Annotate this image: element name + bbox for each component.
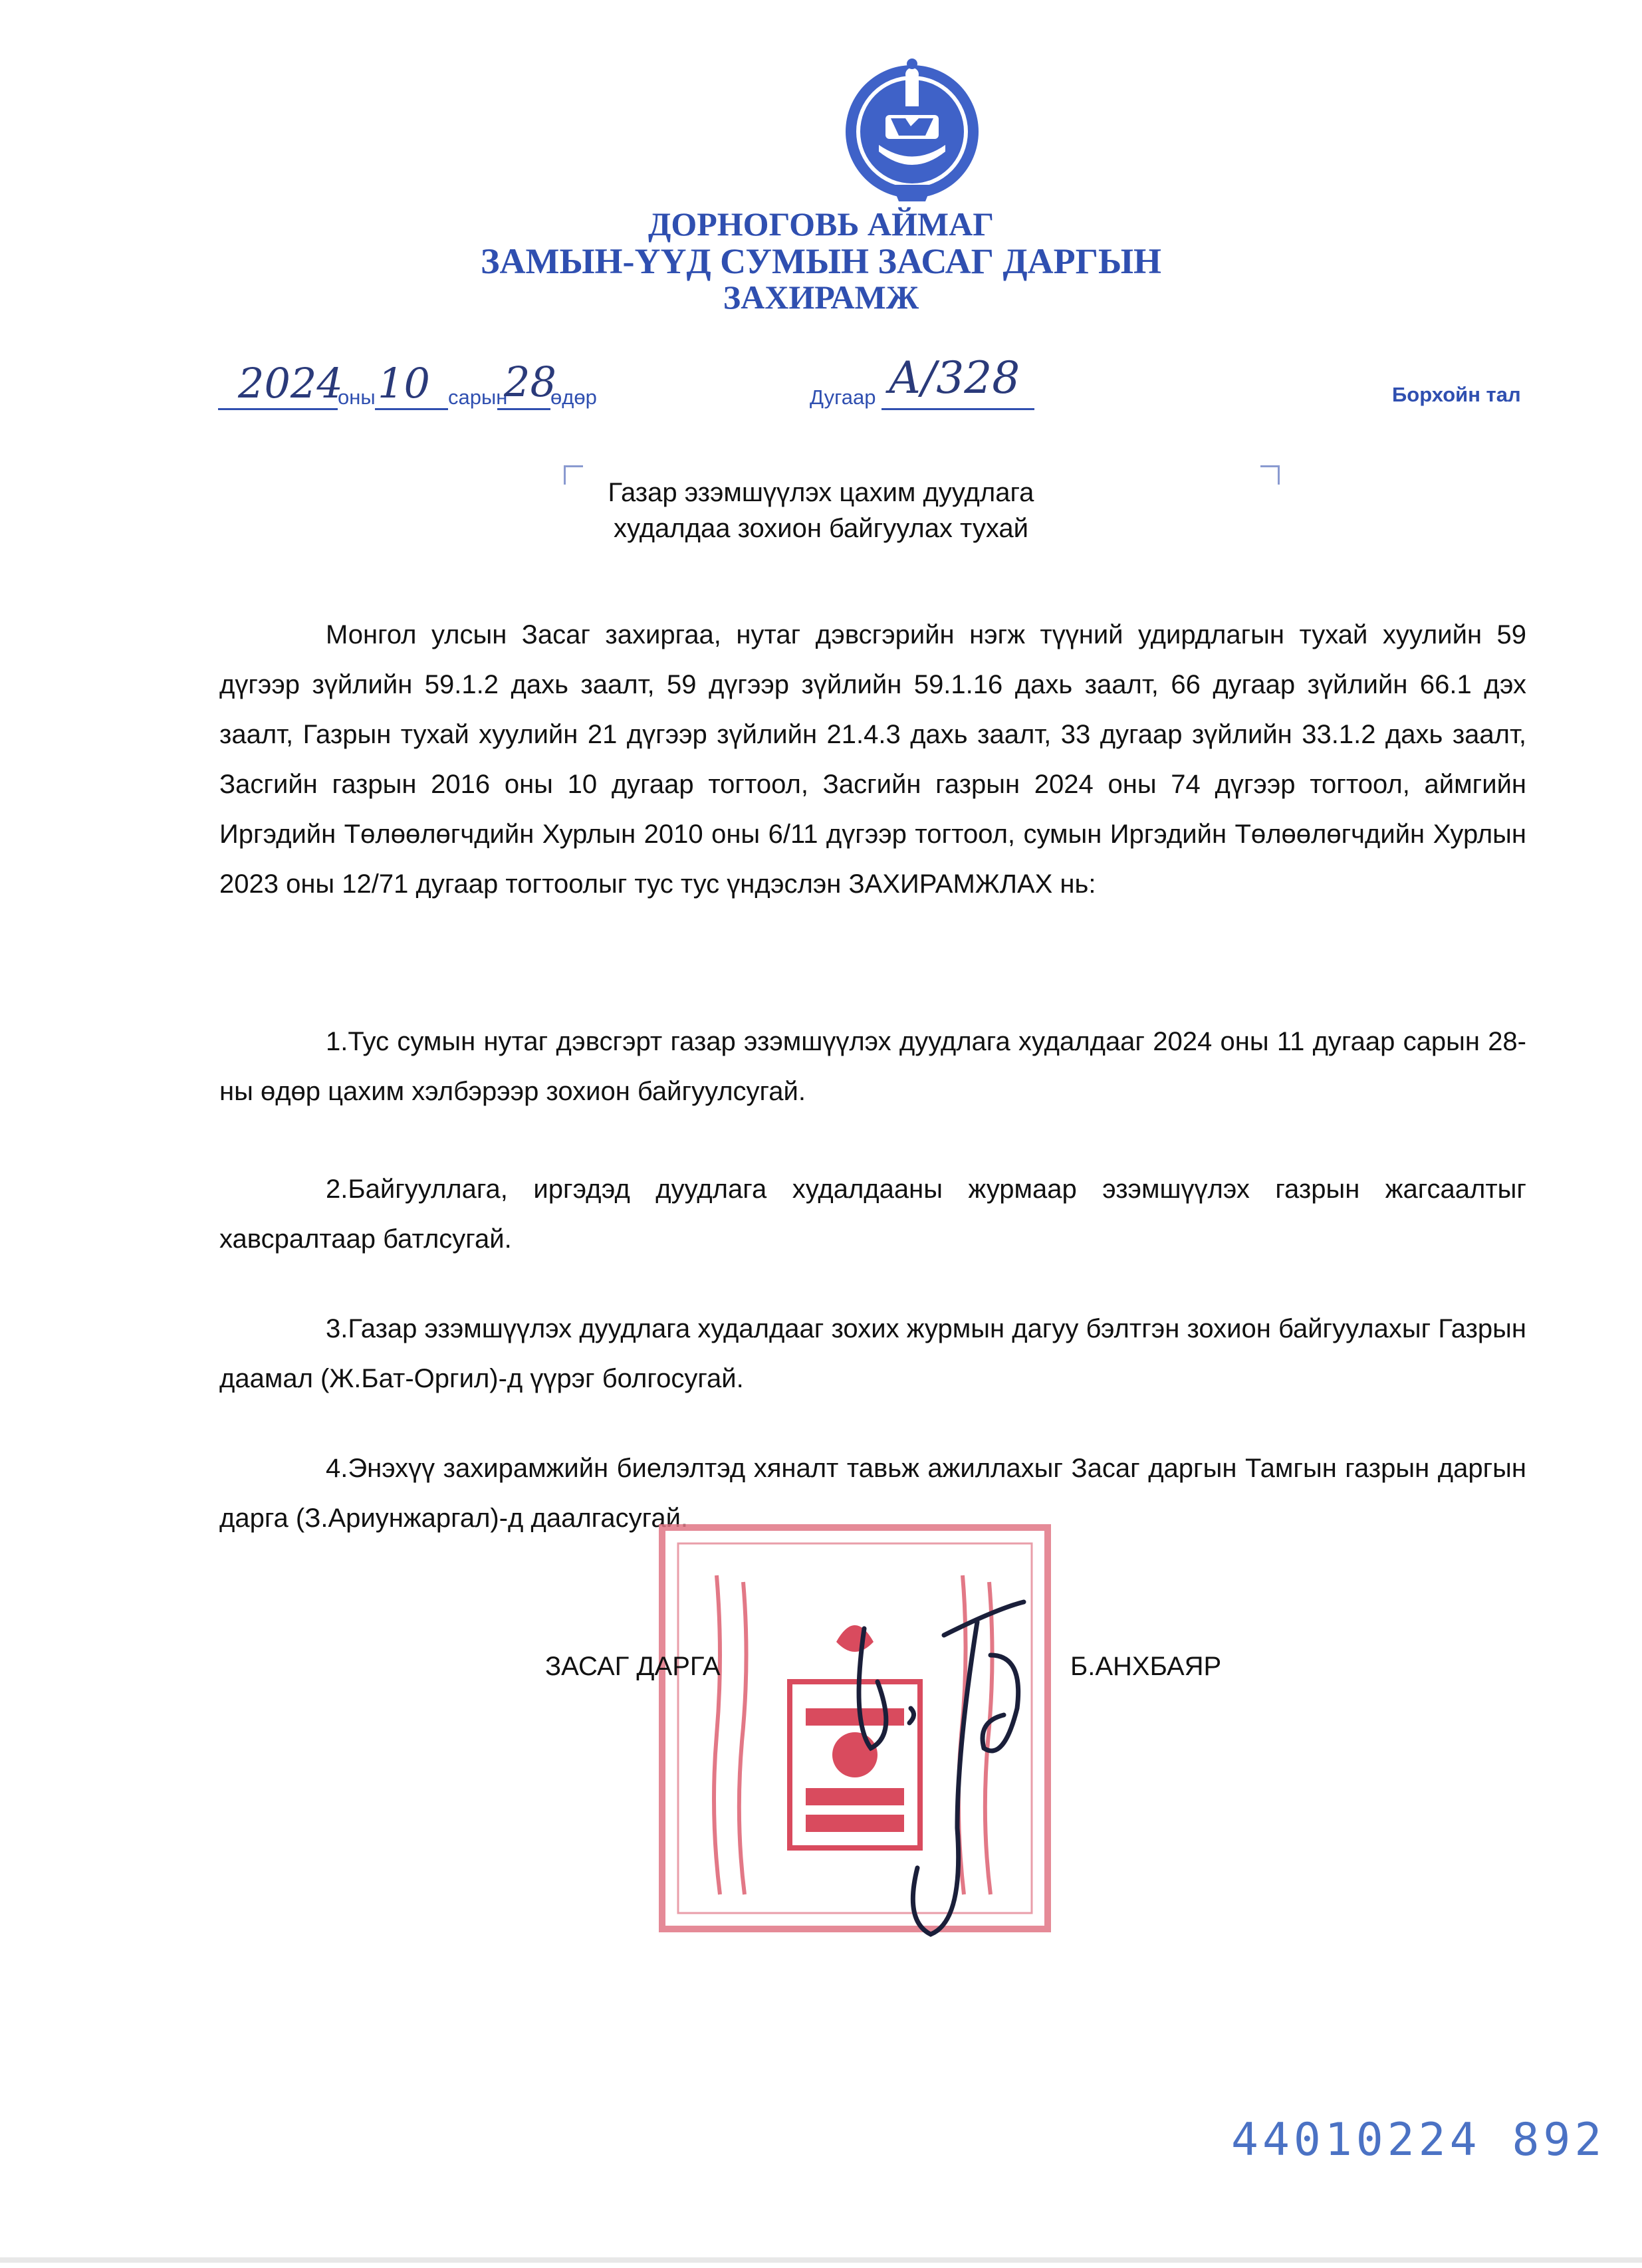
order-item-1: 1.Тус сумын нутаг дэвсгэрт газар эзэмшүүлэх дуудлага худалдааг 2024 оны 11 дугаар сарын 28-ны өдөр цахим хэлбэрээр зохион байгуулсугай. [219, 1027, 1526, 1106]
signer-title: ЗАСАГ ДАРГА [545, 1652, 721, 1681]
place-name: Борхойн тал [1392, 383, 1521, 406]
number-value: А/328 [888, 352, 1020, 403]
date-year: 2024 [238, 359, 343, 407]
preamble-text: Монгол улсын Засаг захиргаа, нутаг дэвсгэрийн нэгж түүний удирдлагын тухай хуулийн 59 дүгээр зүйлийн 59.1.2 дахь заалт, 59 дүгээр зүйлийн 59.1.16 дахь заалт, 66 дугаар зүйлийн 66.1 дэх заалт, Газрын тухай хуулийн 21 дүгээр зүйлийн 21.4.3 дахь заалт, 33 дугаар зүйлийн 33.1.2 дахь заалт, Засгийн газрын 2016 оны 10 дугаар тогтоол, Засгийн газрын 2024 оны 74 дүгээр тогтоол, аймгийн Иргэдийн Төлөөлөгчдийн Хурлын 2010 оны 6/11 дүгээр тогтоол, сумын Иргэдийн Төлөөлөгчдийн Хурлын 2023 оны 12/71 дугаар тогтоолыг тус тус үндэслэн ЗАХИРАМЖЛАХ нь: [219, 620, 1526, 899]
order-item-2: 2.Байгууллага, иргэдэд дуудлага худалдааны журмаар эзэмшүүлэх газрын жагсаалтыг хавсралтаар батлсугай. [219, 1175, 1526, 1254]
signer-name: Б.АНХБАЯР [1070, 1652, 1222, 1681]
date-day-suffix: өдөр [550, 386, 597, 409]
number-line [810, 352, 1049, 412]
aimag-name: ДОРНОГОВЬ АЙМАГ [647, 205, 995, 243]
page-bottom-edge [0, 2257, 1642, 2263]
handwritten-signature [824, 1549, 1090, 1961]
date-line [218, 359, 617, 412]
number-label: Дугаар [810, 386, 876, 409]
order-item-3: 3.Газар эзэмшүүлэх дуудлага худалдааг зохих журмын дагуу бэлтгэн зохион байгуулахыг Газрын даамал (Ж.Бат-Оргил)-д үүрэг болгосугай. [219, 1314, 1526, 1393]
order-item-4: 4.Энэхүү захирамжийн биелэлтэд хяналт тавьж ажиллахыг Засаг даргын Тамгын газрын даргын дарга (З.Ариунжаргал)-д даалгасугай. [219, 1454, 1526, 1533]
subject-line-1: Газар эзэмшүүлэх цахим дуудлага [608, 478, 1034, 507]
date-month-suffix: сарын [448, 386, 508, 409]
governor-office-title: ЗАМЫН-ҮҮД СУМЫН ЗАСАГ ДАРГЫН [480, 241, 1162, 281]
date-month: 10 [378, 359, 430, 407]
date-year-suffix: оны [338, 386, 376, 409]
preamble [219, 610, 1526, 909]
state-emblem-icon [839, 52, 985, 211]
date-day: 28 [504, 358, 556, 406]
subject-line-2: худалдаа зохион байгуулах тухай [614, 514, 1028, 543]
document-type-title: ЗАХИРАМЖ [723, 279, 919, 316]
document-number: 44010224 892 [1231, 2114, 1606, 2166]
